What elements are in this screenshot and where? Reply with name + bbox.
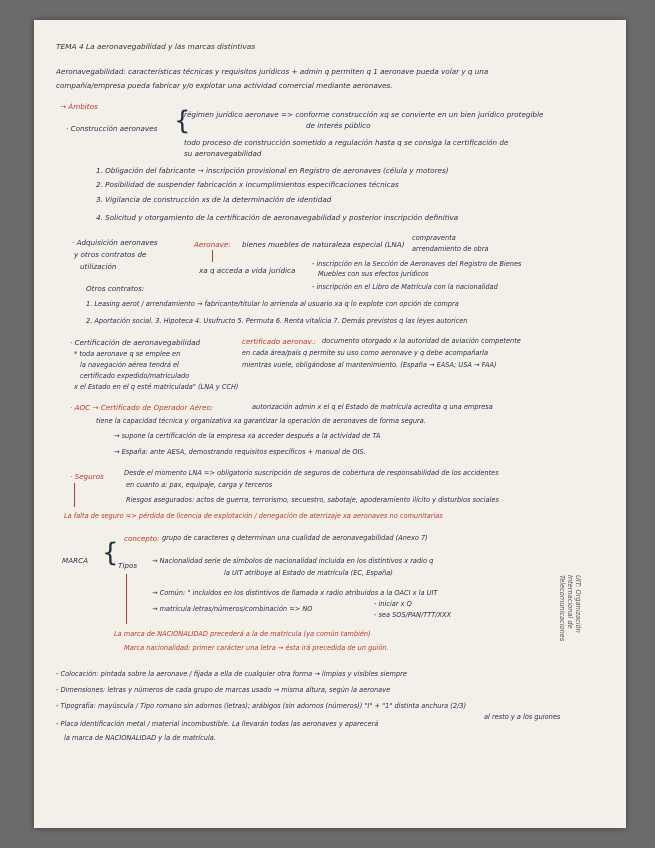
brace-construccion: {: [174, 106, 191, 136]
cert-left-4: x el Estado en el q esté matriculada" (LNA y CCH): [74, 383, 239, 391]
proceso-line-2: su aeronavegabilidad: [184, 149, 262, 158]
tipo-nacionalidad-1: → Nacionalidad serie de símbolos de nacionalidad incluida en los distintivos x radio q: [152, 557, 434, 565]
page-title: TEMA 4 La aeronavegabilidad y las marcas distintivas: [56, 42, 256, 51]
adquisicion-label-2: y otros contratos de: [74, 250, 147, 259]
final-tipografia-cont: al resto y a los guiones: [484, 713, 561, 721]
marca-rojo-1: La marca de NACIONALIDAD precederá a la de matrícula (ya común también): [114, 630, 371, 638]
vida-juridica: xa q acceda a vida jurídica: [199, 266, 296, 275]
marca-rojo-2: Marca nacionalidad: primer carácter una letra → ésta irá precedida de un guión.: [124, 644, 389, 652]
construccion-item-3: 3. Vigilancia de construcción xs de la determinación de identidad: [96, 195, 332, 204]
side-note-line-1: UIT: Organización: [574, 575, 582, 633]
aoc-line-3: → supone la certificación de la empresa xa acceder después a la actividad de TA: [114, 432, 381, 440]
tipos-down-arrow: [126, 574, 127, 624]
arrendamiento-obra: arrendamiento de obra: [412, 245, 489, 253]
seguros-label: · Seguros: [70, 472, 104, 481]
contratos-line-1: 1. Leasing aerot / arrendamiento → fabricante/titular lo arrienda al usuario xa q lo explote con opción de compra: [86, 300, 459, 308]
cert-left-3: certificado expedido/matriculado: [80, 372, 190, 380]
regimen-line-1: régimen jurídico aeronave => conforme construcción xq se convierte en un bien jurídico protegible: [184, 110, 544, 119]
final-dimensiones: - Dimensiones: letras y números de cada grupo de marcas usado → misma altura, según la aeronave: [56, 686, 391, 694]
construccion-item-2: 2. Posibilidad de suspender fabricación x incumplimientos especificaciones técnicas: [96, 180, 399, 189]
final-placa-cont: la marca de NACIONALIDAD y la de matrícula.: [64, 734, 216, 742]
aoc-line-4: → España: ante AESA, demostrando requisitos específicos + manual de OIS.: [114, 448, 366, 456]
aeronave-term: Aeronave:: [194, 240, 231, 249]
adquisicion-label-1: · Adquisición aeronaves: [72, 238, 158, 247]
seguros-line-2: en cuanto a: pax, equipaje, carga y terceros: [126, 481, 273, 489]
final-tipografia: - Tipografía: mayúscula / Tipo romano sin adornos (letras); arábigos (sin adornos (números)) "I" + "1" distinta anchura (2/3): [56, 702, 467, 710]
tipo-nacionalidad-2: la UIT atribuye al Estado de matrícula (EC, España): [224, 569, 393, 577]
side-note-line-2: Internacional de: [566, 575, 574, 629]
compraventa: compraventa: [412, 234, 456, 242]
construccion-item-1: 1. Obligación del fabricante → inscripción provisional en Registro de aeronaves (célula y motores): [96, 166, 449, 175]
falta-seguro: La falta de seguro => pérdida de licencia de explotación / denegación de aterrizaje xa aeronaves no comunitarias: [64, 512, 443, 520]
adquisicion-label-3: utilización: [80, 262, 117, 271]
aoc-line-2: tiene la capacidad técnica y organizativa xa garantizar la operación de aeronaves de forma segura.: [96, 417, 426, 425]
cert-left-2: la navegación aérea tendrá el: [80, 361, 179, 369]
proceso-line-1: todo proceso de construcción sometido a regulación hasta q se consiga la certificación de: [184, 138, 509, 147]
tipo-comun: → Común: " incluidos en los distintivos de llamada x radio atribuidos a la OACI x la UIT: [152, 589, 438, 597]
seguros-line-3: Riesgos asegurados: actos de guerra, terrorismo, secuestro, sabotaje, apoderamiento ilícito y disturbios sociales: [126, 496, 499, 504]
certificado-def-1: documento otorgado x la autoridad de aviación competente: [322, 337, 521, 345]
ambitos-heading: → Ámbitos: [60, 102, 98, 111]
aeronave-down-arrow: [212, 250, 213, 262]
final-placa: - Placa identificación metal / material incombustible. La llevarán todas las aeronaves y aparecerá: [56, 720, 379, 728]
certificado-term: certificado aeronav.:: [242, 337, 316, 346]
concepto-term: concepto:: [124, 534, 160, 543]
construccion-item-4: 4. Solicitud y otorgamiento de la certificación de aeronavegabilidad y posterior inscripción definitiva: [96, 213, 459, 222]
seguros-down-arrow: [74, 483, 75, 507]
inscripcion-registro-2: Muebles con sus efectos jurídicos: [318, 270, 429, 278]
side-note-uit: [558, 575, 582, 642]
concepto-def: grupo de caracteres q determinan una cualidad de aeronavegabilidad (Anexo 7): [162, 534, 428, 542]
brace-marca: {: [102, 538, 119, 568]
inscripcion-libro: - inscripción en el Libro de Matrícula con la nacionalidad: [312, 283, 498, 291]
matricula-opt-2: - sea SOS/PAN/TTT/XXX: [374, 611, 452, 619]
contratos-line-2: 2. Aportación social. 3. Hipoteca 4. Usufructo 5. Permuta 6. Renta vitalicia 7. Demás previstos q las leyes autoricen: [86, 317, 468, 325]
intro-line-1: Aeronavegabilidad: características técnicas y requisitos jurídicos + admin q permiten q 1 aeronave pueda volar y q una: [56, 67, 489, 76]
side-note-line-3: Telecomunicaciones: [558, 575, 566, 642]
tipo-matricula: → matrícula letras/números/combinación => NO: [152, 605, 313, 613]
intro-line-2: compañía/empresa pueda fabricar y/o explotar una actividad comercial mediante aeronaves.: [56, 81, 393, 90]
marca-label: MARCA: [62, 556, 89, 565]
matricula-opt-1: - iniciar x Q: [374, 600, 412, 608]
construccion-label: · Construcción aeronaves: [66, 124, 158, 133]
notebook-page: [34, 20, 626, 828]
certificado-def-2: en cada área/país q permite su uso como aeronave y q debe acompañarla: [242, 349, 489, 357]
final-colocacion: - Colocación: pintada sobre la aeronave / fijada a ella de cualquier otra forma → limpias y visibles siempre: [56, 670, 407, 678]
tipos-label: Tipos: [118, 561, 138, 570]
certificado-def-3: mientras vuele, obligándose al mantenimiento. (España → EASA; USA → FAA): [242, 361, 497, 369]
regimen-line-2: de interés público: [306, 121, 371, 130]
aoc-text: autorización admin x el q el Estado de matrícula acredita q una empresa: [252, 403, 493, 411]
otros-contratos-label: Otros contratos:: [86, 284, 145, 293]
seguros-line-1: Desde el momento LNA => obligatorio suscripción de seguros de cobertura de responsabilidad de los accidentes: [124, 469, 499, 477]
cert-left-1: * toda aeronave q se emplee en: [74, 350, 181, 358]
aoc-label: · AOC → Certificado de Operador Aéreo:: [70, 403, 214, 412]
inscripcion-registro-1: - inscripción en la Sección de Aeronaves del Registro de Bienes: [312, 260, 522, 268]
certificacion-label: · Certificación de aeronavegabilidad: [70, 338, 201, 347]
aeronave-definition: bienes muebles de naturaleza especial (LNA): [242, 240, 405, 249]
